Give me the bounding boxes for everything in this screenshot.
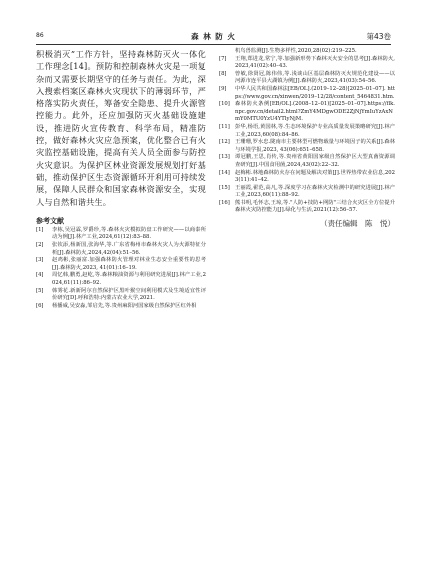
reference-text: 赵梅彬.林地森林防火存在问题及解决对策[J].世界热带农业信息,2023(11):41–42.: [235, 169, 395, 184]
reference-text: 森林防火条例[EB/OL].(2008–12–01)[2025–01–07].https://flk.npc.gov.cn/detail2.html?ZmY4MDgwODE2ZjNjYmIuYzAxNmY0MTU0YzU4YTlyNjM.: [235, 101, 395, 123]
reference-text: 杨播威,吴安淼,邹启先,等.贵州麻阳河国家级自然保护区红外相: [52, 302, 197, 309]
reference-number: [14]: [219, 169, 230, 176]
reference-item: [219, 139, 395, 154]
reference-text: 彭华,杨语,黄国林,等.生态环境保护专业高质量发展策略研究[J].林产工业,2023,60(08):84–86.: [235, 123, 395, 138]
right-column: [219, 48, 395, 229]
reference-text: 赵鸡彬,张丽富.加强森林防火管理对林业生态安全重要性的思考[J].森林防火,2023, 41(01):16–19.: [52, 257, 206, 271]
reference-item: [219, 185, 395, 200]
reference-item: [219, 170, 395, 185]
left-column: [36, 48, 206, 310]
reference-number: [219, 48, 235, 56]
reference-item: [219, 101, 395, 124]
reference-text: 熊书明,毛怀志,王琼,等."人防+技防+网防"三结合火灾区全方位提升森林火灾防控能力[J].绿化与生活,2021(12):56–57.: [235, 199, 395, 214]
reference-number: [15]: [219, 184, 230, 191]
reference-text: 中华人民共和国森林法[EB/OL].(2019–12–28)[2025–01–07]. https://www.gov.cn/xinwen/2019–12/28/content_5464831.htm.: [235, 85, 396, 100]
reference-number: [10]: [219, 101, 230, 108]
reference-number: [11]: [219, 123, 230, 130]
reference-text: 韩雾花.新新阿尔自然保护区黑叶猴空间利用模式及生境适宜性评价研究[D].呼和浩特:内蒙古农业大学,2021.: [52, 287, 206, 302]
reference-item: [219, 56, 395, 71]
reference-item: [36, 227, 206, 242]
reference-text: 机鸟兽监测[J].生物多样性,2020,28(02):219–225.: [235, 48, 357, 54]
reference-text: 谭冠鹏,王思,肖传,等.贵州省黄阳国家级自然保护区大型真菌资源调查研究[J].中国食用菌,2024,43(02):22–32.: [235, 154, 395, 168]
reference-number: [13]: [219, 154, 230, 161]
reference-text: 李栋,吴冠霖,罗爵珍,等.森林火灾模拟防盘工作研究——以商泰所动为例[J].林产工业,2024,61(12):83–88.: [52, 226, 206, 241]
reference-text: 周忆韩,鹏勇,赵屹,等.森林粮油资源与利用研究进展[J].林产工业,2024,61(11):86–92.: [52, 272, 206, 287]
reference-item: [36, 242, 206, 257]
reference-item: [36, 288, 206, 303]
reference-item: [36, 272, 206, 287]
reference-item: [219, 154, 395, 169]
page-number: 86: [36, 32, 44, 39]
journal-title: 森 林 防 火: [191, 32, 236, 41]
references-heading: 参考文献: [36, 216, 64, 225]
reference-number: [5]: [36, 287, 44, 294]
reference-number: [7]: [219, 55, 227, 62]
reference-number: [1]: [36, 226, 44, 233]
reference-item: [219, 71, 395, 86]
reference-item: [36, 257, 206, 272]
page-header: [36, 30, 391, 45]
reference-number: [3]: [36, 257, 44, 264]
reference-text: 曾敏,徐贤冠,陈伟伟,等.浅谈山区基层森林防灭火规范化建设——以河源市连平县大湖镇为例[J].森林防火,2023,41(03):54–56.: [235, 70, 395, 85]
reference-text: 王丽霞,翟范,高凡,等.深度学习在森林火灾检测中的研究进展[J].林产工业,2023,60(11):88–92.: [235, 184, 395, 199]
responsible-editor: （责任编辑 陈 悦）: [320, 219, 395, 229]
reference-item: [36, 303, 206, 311]
reference-number: [9]: [219, 85, 227, 92]
reference-number: [16]: [219, 199, 230, 206]
reference-number: [4]: [36, 272, 44, 279]
reference-text: 张钦添,杨新国,张海华,等.广东省梅州市森林火灾人为火源特征分析[J].森林防火,2024,42(04):51–56.: [52, 242, 206, 256]
reference-number: [2]: [36, 242, 44, 249]
reference-text: 王翔,郑进龙,常宁,等.加强新形势下森林灭火安全的思考[J].森林防火,2023,41(02):40–43.: [235, 55, 395, 70]
reference-list-left: [36, 227, 206, 311]
reference-item: [219, 86, 395, 101]
body-paragraph: 积极消灭”工作方针，坚持森林防灭火一体化工作理念[14]。预防和控制森林火灾是一项复杂而又需要长期坚守的任务与责任。为此，深入搜索档案区森林火灾现状下的薄弱环节，严格落实防火责任，筹备安全隐患、提升火源管控能力。此外，还应加强防灭火基础设施建设，推进防火宣传教育、科学布局，精准防控，做好森林火灾应急预案，优化整合已有火灾监控基础设施，提高有关人员全面参与防控火灾意识。为保护区林业资源发展规划打好基础，推动保护区生态资源循环开利用可持续发展，保障人民群众和国家森林资源安全，实现人与自然和谐共生。: [36, 49, 206, 207]
reference-item-continued: [219, 48, 395, 56]
volume-label: 第43卷: [366, 32, 391, 41]
reference-number: [6]: [36, 302, 44, 309]
reference-text: 王珊珊,罗水忠.陇南市主要林型可燃物载量与环境因子的关系[J].森林与环境学报,2023, 43(06):651–658.: [235, 139, 395, 153]
reference-list-right: [219, 48, 395, 215]
reference-item: [219, 124, 395, 139]
reference-number: [8]: [219, 70, 227, 77]
reference-number: [12]: [219, 139, 230, 146]
reference-item: [219, 200, 395, 215]
